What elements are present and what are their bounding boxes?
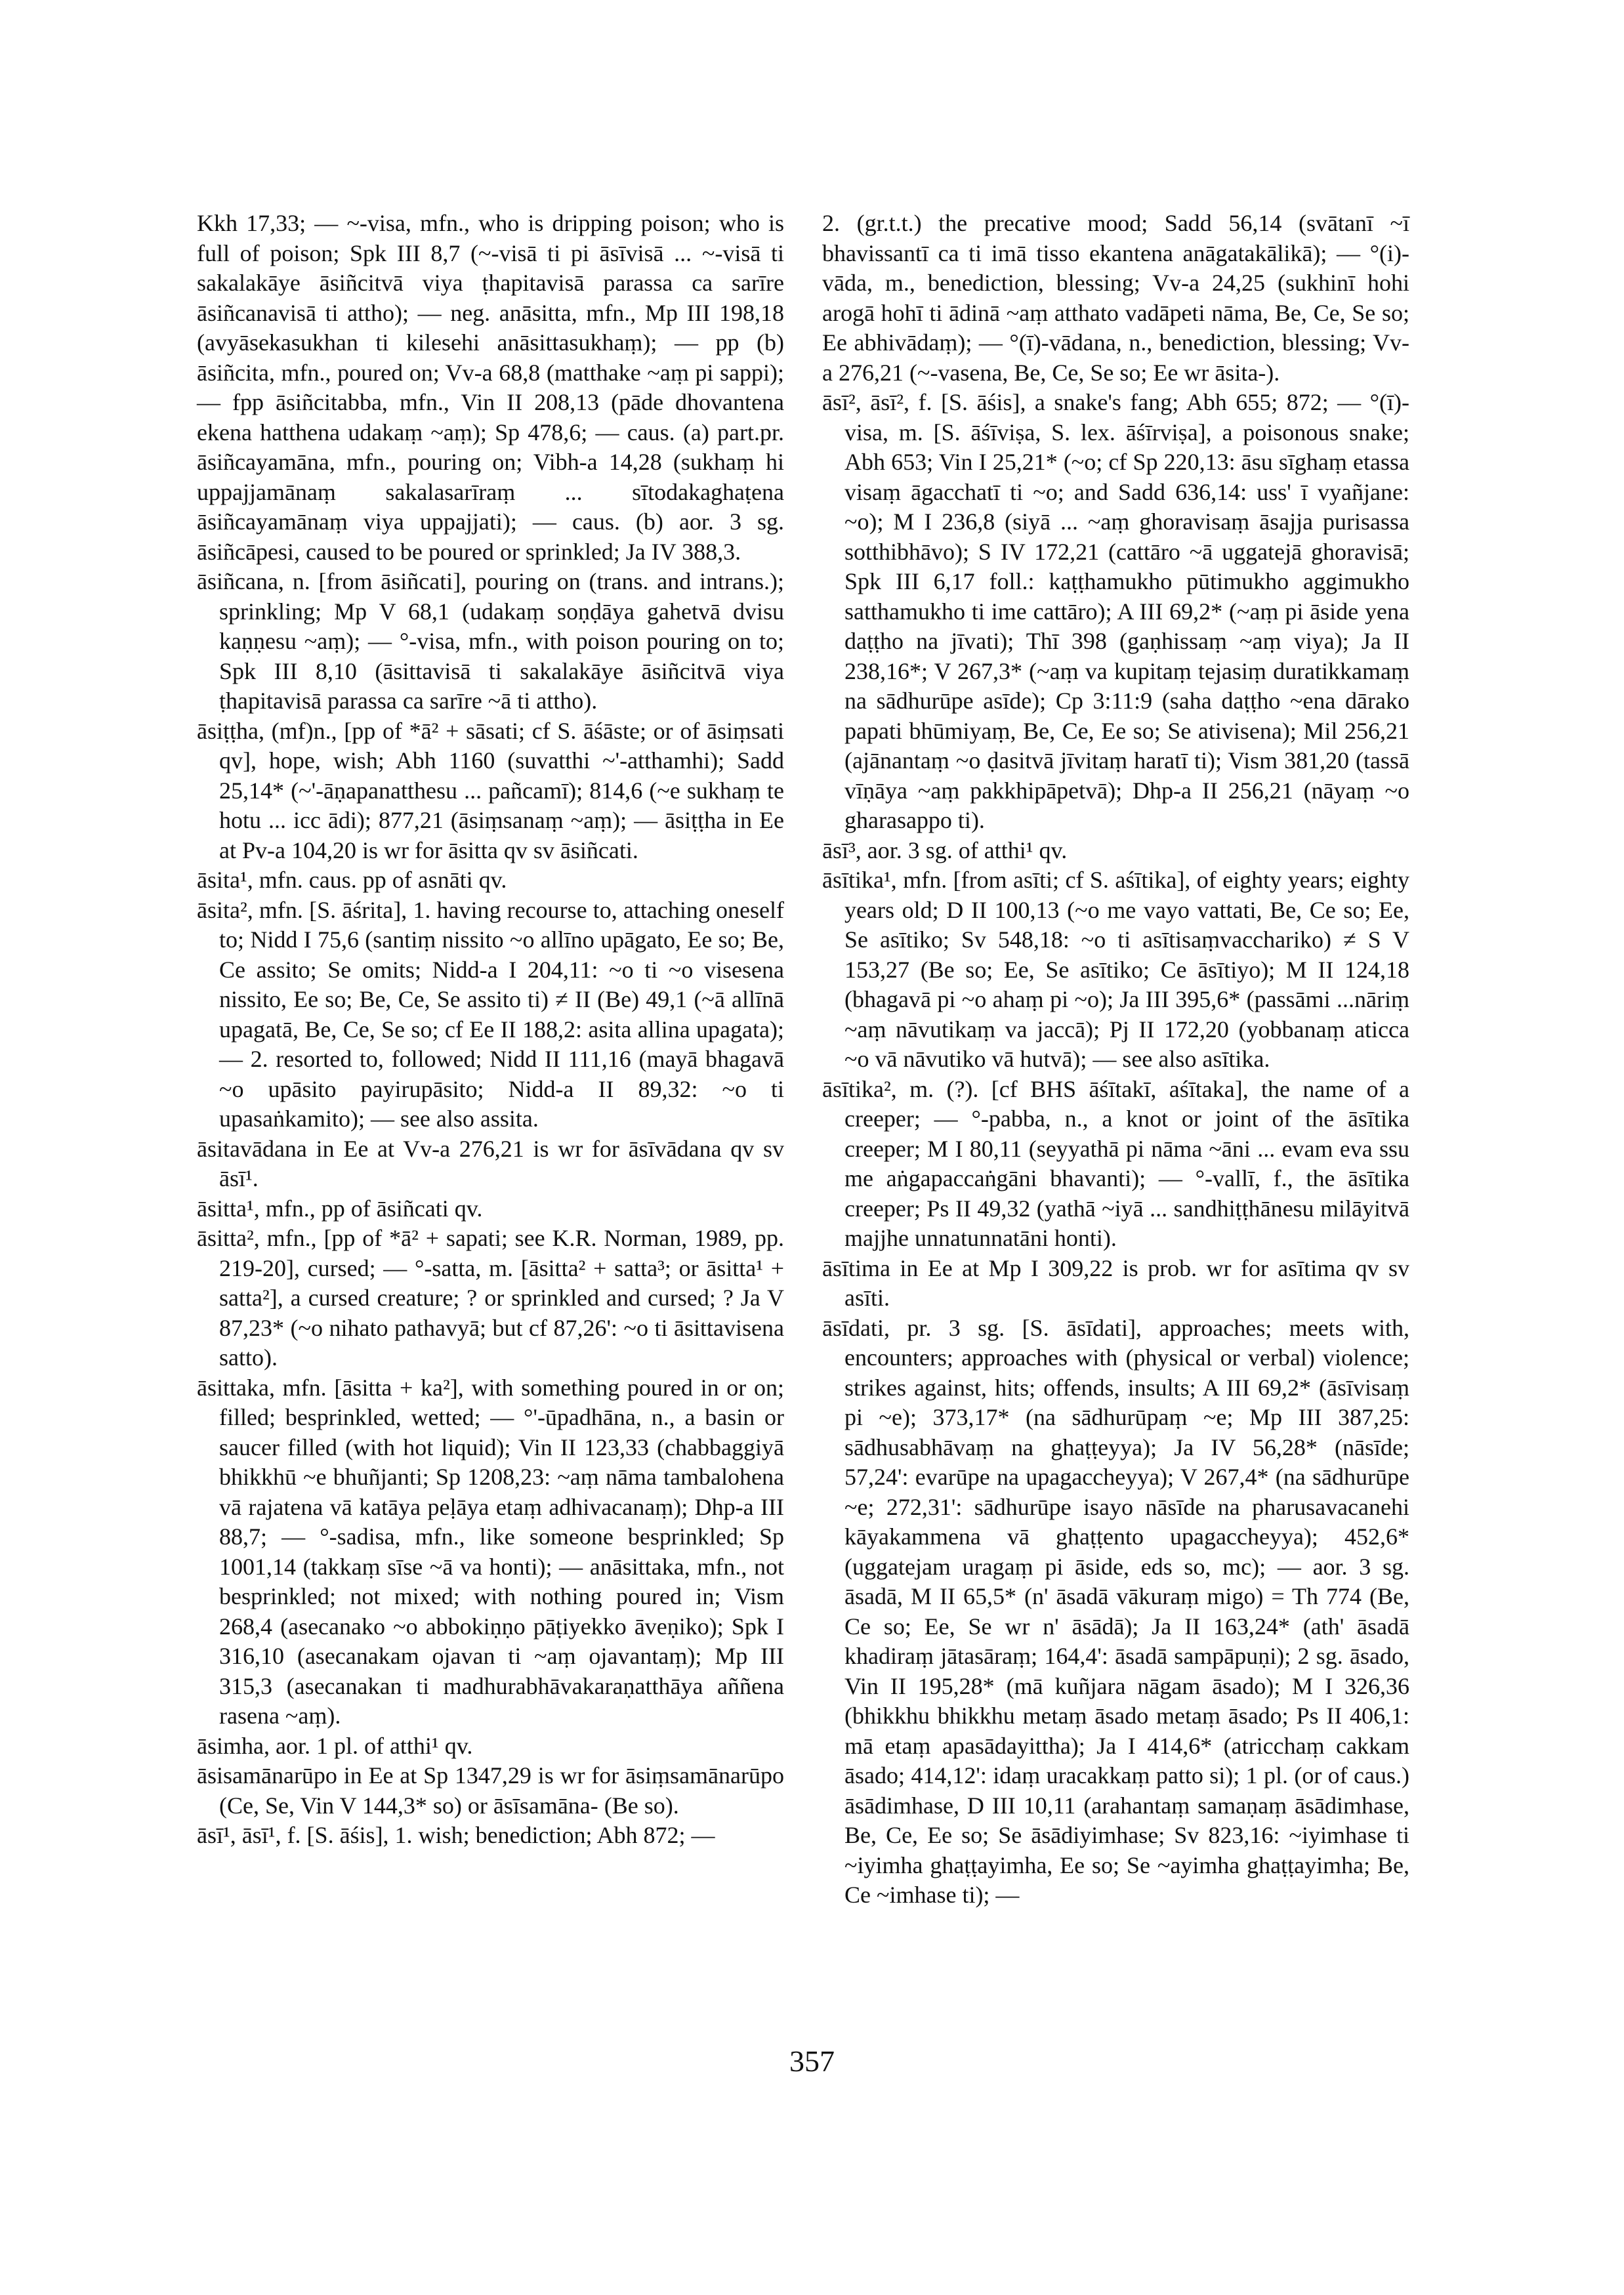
dictionary-entry: āsitta¹, mfn., pp of āsiñcati qv. (197, 1195, 483, 1222)
right-column (822, 209, 1409, 1911)
dictionary-entry: āsita², mfn. [S. āśrita], 1. having recourse to, attaching oneself to; Nidd I 75,6 (santiṃ nissito ~o allīno upāgato, Ee so; Be, Ce assito; Se omits; Nidd-a I 204,11: ~o ti ~o visesena nissito, Ee so; Be, Ce, Se assito ti) ≠ II (Be) 49,1 (~ā allīnā upagatā, Be, Ce, Se so; cf Ee II 188,2: asita allina upagata); — 2. resorted to, followed; Nidd II 111,16 (mayā bhagavā ~o upāsito payirupāsito; Nidd-a II 89,32: ~o ti upasaṅkamito); — see also assita. (197, 896, 784, 1132)
dictionary-entry: āsī², āsī², f. [S. āśis], a snake's fang; Abh 655; 872; — °(ī)-visa, m. [S. āśīviṣa, S. lex. āśīrviṣa], a poisonous snake; Abh 653; Vin I 25,21* (~o; cf Sp 220,13: āsu sīghaṃ etassa visaṃ āgacchatī ti ~o; and Sadd 636,14: uss' ī vyañjane: ~o); M I 236,8 (siyā ... ~aṃ ghoravisaṃ āsajja purisassa sotthibhāvo); S IV 172,21 (cattāro ~ā uggatejā ghoravisā; Spk III 6,17 foll.: kaṭṭhamukho pūtimukho aggimukho satthamukho ti ime cattāro); A III 69,2* (~aṃ pi āside yena daṭṭho na jīvati); Thī 398 (gaṇhissaṃ ~aṃ viya); Ja II 238,16*; V 267,3* (~aṃ va kupitaṃ tejasiṃ duratikkamaṃ na sādhurūpe asīde); Cp 3:11:9 (saha daṭṭho ~ena dārako papati bhūmiyaṃ, Be, Ce, Ee so; Se ativisena); Mil 256,21 (ajānantaṃ ~o ḍasitvā jīvitaṃ haratī ti); Vism 381,20 (tassā vīṇāya ~aṃ pakkhipāpetvā); Dhp-a II 256,21 (nāyaṃ ~o gharasappo ti). (822, 389, 1409, 833)
dictionary-entry: āsītika², m. (?). [cf BHS āśītakī, aśītaka], the name of a creeper; — °-pabba, n., a knot or joint of the āsītika creeper; M I 80,11 (seyyathā pi nāma ~āni ... evam eva ssu me aṅgapaccaṅgāni bhavanti); — °-vallī, f., the āsītika creeper; Ps II 49,32 (yathā ~iyā ... sandhiṭṭhānesu milāyitvā majjhe unnatunnatāni honti). (822, 1075, 1409, 1251)
dictionary-entry: 2. (gr.t.t.) the precative mood; Sadd 56,14 (svātanī ~ī bhavissantī ca ti imā tisso ekantena anāgatakālikā); — °(i)-vāda, m., benediction, blessing; Vv-a 24,25 (sukhinī hohi arogā hohī ti ādinā ~aṃ atthato vadāpeti nāma, Be, Ce, Se so; Ee abhivādaṃ); — °(ī)-vādana, n., benediction, blessing; Vv-a 276,21 (~-vasena, Be, Ce, Se so; Ee wr āsita-). (822, 210, 1409, 386)
dictionary-entry: āsita¹, mfn. caus. pp of asnāti qv. (197, 867, 507, 893)
dictionary-entry: āsiṭṭha, (mf)n., [pp of *ā² + sāsati; cf S. āśāste; or of āsiṃsati qv], hope, wish; Abh 1160 (suvatthi ~'-atthamhi); Sadd 25,14* (~'-āṇapanatthesu ... pañcamī); 814,6 (~e sukhaṃ te hotu ... icc ādi); 877,21 (āsiṃsanaṃ ~aṃ); — āsiṭṭha in Ee at Pv-a 104,20 is wr for āsitta qv sv āsiñcati. (197, 717, 784, 863)
page-number: 357 (789, 2044, 835, 2078)
dictionary-entry: āsittaka, mfn. [āsitta + ka²], with something poured in or on; filled; besprinkled, wetted; — °'-ūpadhāna, n., a basin or saucer filled (with hot liquid); Vin II 123,33 (chabbaggiyā bhikkhū ~e bhuñjanti; Sp 1208,23: ~aṃ nāma tambalohena vā rajatena vā katāya peḷāya etaṃ adhivacanaṃ); Dhp-a III 88,7; — °-sadisa, mfn., like someone besprinkled; Sp 1001,14 (takkaṃ sīse ~ā va honti); — anāsittaka, mfn., not besprinkled; not mixed; with nothing poured in; Vism 268,4 (asecanako ~o abbokiṇṇo pāṭiyekko āveṇiko); Spk I 316,10 (asecanakam ojavan ti ~aṃ ojavantaṃ); Mp III 315,3 (asecanakan ti madhurabhāvakaraṇatthāya aññena rasena ~aṃ). (197, 1374, 784, 1729)
left-column (197, 209, 784, 1851)
dictionary-entry: āsī³, aor. 3 sg. of atthi¹ qv. (822, 837, 1068, 863)
dictionary-entry: āsiñcana, n. [from āsiñcati], pouring on (trans. and intrans.); sprinkling; Mp V 68,1 (udakaṃ soṇḍāya gahetvā dvisu kaṇṇesu ~aṃ); — °-visa, mfn., with poison pouring on to; Spk III 8,10 (āsittavisā ti sakalakāye āsiñcitvā viya ṭhapitavisā parassa ca sarīre ~ā ti attho). (197, 568, 784, 714)
dictionary-entry: āsitta², mfn., [pp of *ā² + sapati; see K.R. Norman, 1989, pp. 219-20], cursed; — °-satta, m. [āsitta² + satta³; or āsitta¹ + satta²], a cursed creature; ? or sprinkled and cursed; ? Ja V 87,23* (~o nihato pathavyā; but cf 87,26': ~o ti āsittavisena satto). (197, 1225, 784, 1371)
dictionary-entry: āsītima in Ee at Mp I 309,22 is prob. wr for asītima qv sv asīti. (822, 1254, 1409, 1311)
dictionary-entry: āsītika¹, mfn. [from asīti; cf S. aśītika], of eighty years; eighty years old; D II 100,13 (~o me vayo vattati, Be, Ce so; Ee, Se asītiko; Sv 548,18: ~o ti asītisaṃvacchariko) ≠ S V 153,27 (Be so; Ee, Se asītiko; Ce āsītiyo); M II 124,18 (bhagavā pi ~o ahaṃ pi ~o); Ja III 395,6* (passāmi ...nāriṃ ~aṃ nāvutikaṃ va jaccā); Pj II 172,20 (yobbanaṃ aticca ~o vā nāvutiko vā hutvā); — see also asītika. (822, 867, 1409, 1072)
dictionary-entry: Kkh 17,33; — ~-visa, mfn., who is dripping poison; who is full of poison; Spk III 8,7 (~-visā ti pi āsīvisā ... ~-visā ti sakalakāye āsiñcitvā viya ṭhapitavisā parassa ca sarīre āsiñcanavisā ti attho); — neg. anāsitta, mfn., Mp III 198,18 (avyāsekasukhan ti kilesehi anāsittasukhaṃ); — pp (b) āsiñcita, mfn., poured on; Vv-a 68,8 (matthake ~aṃ pi sappi); — fpp āsiñcitabba, mfn., Vin II 208,13 (pāde dhovantena ekena hatthena udakaṃ ~aṃ); Sp 478,6; — caus. (a) part.pr. āsiñcayamāna, mfn., pouring on; Vibh-a 14,28 (sukhaṃ hi uppajjamānaṃ sakalasarīraṃ ... sītodakaghaṭena āsiñcayamānaṃ viya uppajjati); — caus. (b) aor. 3 sg. āsiñcāpesi, caused to be poured or sprinkled; Ja IV 388,3. (197, 210, 784, 565)
dictionary-entry: āsīdati, pr. 3 sg. [S. āsīdati], approaches; meets with, encounters; approaches with (physical or verbal) violence; strikes against, hits; offends, insults; A III 69,2* (āsīvisaṃ pi ~e); 373,17* (na sādhurūpaṃ ~e; Mp III 387,25: sādhusabhāvaṃ na ghaṭṭeyya); Ja IV 56,28* (nāsīde; 57,24': evarūpe na upagaccheyya); V 267,4* (na sādhurūpe ~e; 272,31': sādhurūpe isayo nāsīde na pharusavacanehi kāyakammena vā ghaṭṭento upagaccheyya); 452,6* (uggatejam uragaṃ pi āside, eds so, mc); — aor. 3 sg. āsadā, M II 65,5* (n' āsadā vākuraṃ migo) = Th 774 (Be, Ce so; Ee, Se wr n' āsādā); Ja II 163,24* (ath' āsadā khadiraṃ jātasāraṃ; 164,4': āsadā sampāpuṇi); 2 sg. āsado, Vin II 195,28* (mā kuñjara nāgam āsado); M I 326,36 (bhikkhu bhikkhu metaṃ āsado metaṃ āsado; Ps II 406,1: mā etaṃ apasādayittha); Ja I 414,6* (atricchaṃ cakkam āsado; 414,12': idaṃ uracakkaṃ patto si); 1 pl. (or of caus.) āsādimhase, D III 10,11 (arahantaṃ samaṇaṃ āsādimhase, Be, Ce, Ee so; Se āsādiyimhase; Sv 823,16: ~iyimhase ti ~iyimha ghaṭṭayimha, Ee so; Se ~ayimha ghaṭṭayimha; Be, Ce ~imhase ti); — (822, 1314, 1409, 1908)
dictionary-entry: āsisamānarūpo in Ee at Sp 1347,29 is wr for āsiṃsamānarūpo (Ce, Se, Vin V 144,3* so) or āsīsamāna- (Be so). (197, 1762, 784, 1819)
dictionary-entry: āsitavādana in Ee at Vv-a 276,21 is wr for āsīvādana qv sv āsī¹. (197, 1135, 784, 1191)
dictionary-entry: āsī¹, āsī¹, f. [S. āśis], 1. wish; benediction; Abh 872; — (197, 1822, 715, 1848)
dictionary-entry: āsimha, aor. 1 pl. of atthi¹ qv. (197, 1732, 473, 1759)
